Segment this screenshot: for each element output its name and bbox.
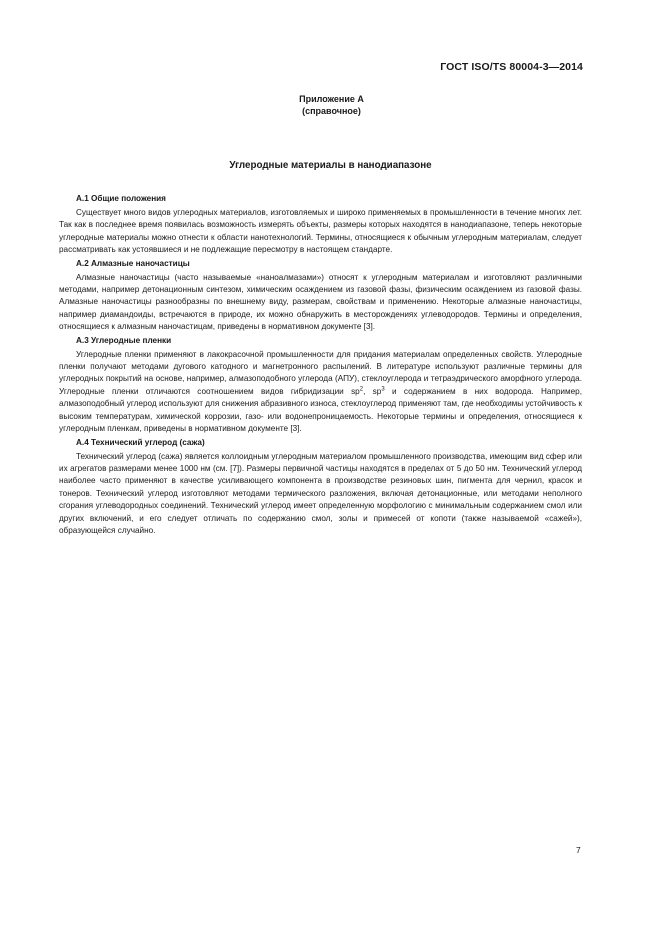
annex-heading xyxy=(0,93,661,117)
document-body xyxy=(59,193,582,538)
paragraph-text-part: Углеродные пленки применяют в лакокрасочной промышленности для придания материалам определенных свойств. Углеродные пленки получают методами дугового катодного и магнетронного распылений. В литературе используют различные термины для углеродных покрытий на основе, например, алмазоподобного углерода (АПУ), стеклоуглерода и тетраэдрического аморфного углерода. Углеродные пленки отличаются соотношением видов гибридизации sp xyxy=(59,349,582,396)
section-heading: А.1 Общие положения xyxy=(76,194,166,203)
superscript: 3 xyxy=(381,386,385,393)
document-title: Углеродные материалы в нанодиапазоне xyxy=(229,160,432,171)
section-paragraph: Алмазные наночастицы (часто называемые «наноалмазами») относят к углеродным материалам и изготовляют различными методами, например детонационным синтезом, химическим осаждением из газовой фазы, физическим осаждением из газовой фазы. Алмазные наночастицы разнообразны по внешнему виду, размерам, свойствам и применению. Некоторые алмазные наночастицы, например диамандоиды, встречаются в природе, их можно обнаружить в месторождениях углеводородов. Термины и определения, относящиеся к алмазным наночастицам, приведены в нормативном документе [3]. xyxy=(59,272,582,332)
section-paragraph xyxy=(59,349,582,436)
superscript: 2 xyxy=(359,386,364,393)
section-a3 xyxy=(59,335,582,436)
page-number: 7 xyxy=(576,845,581,855)
paragraph-text-part: , sp xyxy=(363,386,382,396)
annex-title: Приложение А xyxy=(299,94,364,104)
section-a2 xyxy=(59,258,582,334)
section-a4 xyxy=(59,437,582,538)
section-heading: А.2 Алмазные наночастицы xyxy=(76,258,190,268)
section-heading: А.3 Углеродные пленки xyxy=(76,335,172,345)
paragraph-text-part: и содержанием в них водорода. Например, алмазоподобный углерод используют для снижения абразивного износа, стеклоуглерод применяют там, где необходимы устойчивость к высоким температурам, химической коррозии, газо- или водонепроницаемость. Некоторые термины и определения, относящиеся к углеродным пленкам, приведены в нормативном документе [3]. xyxy=(59,386,582,434)
section-a1 xyxy=(59,193,582,257)
section-paragraph: Существует много видов углеродных материалов, изготовляемых и широко применяемых в промышленности в течение многих лет. Так как в последнее время появилась возможность измерять объекты, размеры которых находятся в нанодиапазоне, теперь некоторые углеродные материалы можно отнести к области нанотехнологий. Термины, относящиеся к обычным углеродным материалам, следует рассматривать как устоявшиеся и не подлежащие пересмотру в настоящем стандарте. xyxy=(59,208,582,255)
section-paragraph: Технический углерод (сажа) является коллоидным углеродным материалом промышленного производства, имеющим вид сфер или их агрегатов размерами менее 1000 нм (см. [7]). Размеры первичной частицы находятся в пределах от 5 до 50 нм. Технический углерод наиболее часто применяют в качестве усиливающего компонента в производстве резиновых шин, пигмента для чернил, красок и тонеров. Технический углерод изготовляют методами термического разложения, включая детонационные, или методами неполного сгорания углеводородных соединений. Технический углерод имеет определенную морфологию с минимальным содержанием смол или других включений, и его следует отличать по содержанию смол, золы и примесей от копоти (также называемой «сажей»), образующейся случайно. xyxy=(59,451,582,535)
section-heading: А.4 Технический углерод (сажа) xyxy=(76,437,205,447)
standard-designation: ГОСТ ISO/TS 80004-3—2014 xyxy=(440,61,583,73)
annex-subtitle: (справочное) xyxy=(302,106,361,116)
